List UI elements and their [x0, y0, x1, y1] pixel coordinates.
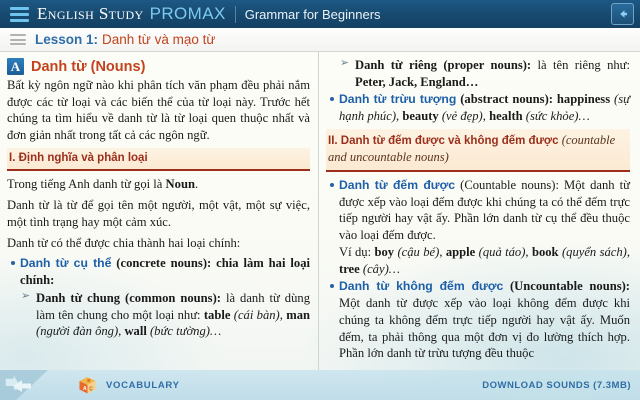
paragraph-noun-types: Danh từ có thể được chia thành hai loại chính: — [7, 235, 241, 250]
proper-nouns-text: là tên riêng như: — [531, 58, 630, 72]
paragraph-noun-meaning: Danh từ là từ để gọi tên một người, một vật, một sự việc, một tình trạng hay một cảm xúc. — [7, 198, 310, 229]
content-column-left — [0, 52, 319, 370]
example-wall-vi: (bức tường)… — [146, 324, 222, 339]
example-tree: tree — [339, 261, 360, 276]
footer-bar — [0, 370, 640, 400]
term-countable: Danh từ đếm được — [339, 177, 456, 192]
section-badge-a: A — [7, 58, 24, 75]
cube-abc-icon — [78, 376, 97, 395]
subbullet-common-nouns: ➢ Danh từ chung (common nouns): là danh từ dùng làm tên chung cho một loại như: table (cái bàn), man (người đàn ông), wall (bức tường)… — [21, 290, 310, 340]
example-wall: wall — [124, 324, 147, 339]
example-boy: boy — [374, 244, 395, 259]
topic-title: Danh từ (Nouns) — [31, 58, 146, 75]
example-health: health — [489, 109, 523, 124]
example-man: man — [286, 307, 310, 322]
example-apple: apple — [445, 244, 476, 259]
example-apple-vi: (quả táo) — [475, 244, 526, 259]
uncountable-text: Một danh từ được xếp vào loại không đếm được khi chúng ta không đếm trực tiếp người hay vật ấy. Muốn đếm, ta phải thông qua một đơn vị đo lường thích hợp. Phần lớn danh từ trừu tượng đều thuộc — [339, 296, 630, 361]
example-boy-vi: (cậu bé) — [394, 244, 440, 259]
section-heading-2-vi: II. Danh từ đếm được và không đếm được — [328, 134, 562, 147]
back-arrow-icon — [616, 8, 629, 20]
term-abstract-en: (abstract nouns): — [456, 92, 557, 107]
section-heading-2-en: (countable and uncountable nouns) — [328, 132, 616, 165]
hamburger-icon[interactable] — [10, 7, 29, 22]
term-uncountable-en: (Uncountable nouns): — [503, 279, 630, 294]
lesson-menu-icon[interactable] — [10, 34, 26, 45]
brand-edition: PROMAX — [149, 4, 226, 23]
term-concrete: Danh từ cụ thể — [20, 256, 112, 271]
back-button[interactable] — [611, 3, 634, 25]
section-heading-1-text: I. Định nghĩa và phân loại — [9, 151, 148, 164]
section-heading-2 — [326, 129, 630, 172]
lesson-number: Lesson 1: — [35, 32, 99, 47]
section-heading-1 — [7, 148, 310, 172]
example-book-vi: (quyển sách) — [558, 244, 627, 259]
bullet-countable-nouns: Danh từ đếm được (Countable nouns): Một danh từ được xếp vào loại đếm được khi chúng ta có thể đếm trực tiếp người hay vật ấy. Phần lớn danh từ cụ thể đều thuộc vào loại đếm được. Ví dụ: boy (cậu bé), apple (quả táo), book (quyển sách), tree (cây)… — [326, 177, 630, 277]
back-arrow-icon — [0, 370, 70, 400]
example-health-vi: (sức khỏe)… — [522, 109, 590, 124]
term-abstract: Danh từ trừu tượng — [339, 92, 457, 107]
example-tree-vi: (cây)… — [359, 261, 400, 276]
download-sounds-link[interactable]: DOWNLOAD SOUNDS (7.3MB) — [482, 379, 631, 391]
subbullet-proper-nouns — [340, 57, 630, 90]
footer-back-button[interactable] — [0, 370, 70, 400]
paragraph-noun-definition: Trong tiếng Anh danh từ gọi là Noun. — [7, 177, 199, 192]
countable-example-lead: Ví dụ: — [339, 244, 375, 259]
example-happiness: happiness — [556, 92, 611, 107]
bullet-concrete-nouns — [7, 255, 310, 288]
svg-text:A: A — [83, 385, 87, 392]
app-header — [0, 0, 640, 28]
example-book: book — [531, 244, 559, 259]
example-man-vi: (người đàn ông) — [36, 324, 119, 339]
term-proper-nouns: Danh từ riêng (proper nouns): — [355, 58, 532, 72]
topic-heading — [7, 58, 310, 75]
countable-text: (Countable nouns): Một danh từ được xếp vào loại đếm được khi chúng ta có thể đếm trực tiếp người hay vật ấy. Phần lớn danh từ cụ thể đều thuộc vào loại đếm được. — [339, 177, 630, 243]
brand-name: English Study — [37, 4, 144, 23]
content-panel — [0, 52, 640, 370]
topic-intro: Bất kỳ ngôn ngữ nào khi phân tích văn phạm đều phải nắm được các từ loại và các biến thể của từ loại này. Trước hết chúng ta tìm hiểu về danh từ là từ loại quen thuộc nhất và đơn giản nhất trong tất cả các ngôn ngữ. — [7, 78, 310, 143]
lesson-bar — [0, 28, 640, 52]
lesson-title: Danh từ và mạo từ — [102, 32, 216, 47]
term-common-nouns: Danh từ chung (common nouns): — [36, 290, 221, 305]
svg-text:C: C — [89, 386, 93, 393]
example-table: table — [203, 307, 231, 322]
proper-noun-examples: Peter, Jack, England… — [355, 74, 479, 89]
example-table-vi: (cái bàn) — [230, 307, 280, 322]
vocabulary-label: VOCABULARY — [106, 379, 180, 391]
svg-text:B: B — [87, 377, 91, 383]
header-divider — [235, 6, 236, 23]
example-beauty-vi: (vẻ đẹp) — [438, 109, 483, 124]
term-concrete-en: (concrete nouns): chia làm hai loại chính: — [20, 256, 311, 288]
brand — [37, 4, 226, 24]
common-nouns-text: là danh từ dùng làm tên chung cho một loại như: — [36, 290, 310, 322]
header-subtitle: Grammar for Beginners — [244, 6, 381, 22]
example-beauty: beauty — [402, 109, 439, 124]
term-uncountable: Danh từ không đếm được — [339, 279, 504, 294]
vocabulary-button[interactable] — [78, 376, 180, 395]
term-noun: Noun — [165, 177, 195, 192]
bullet-uncountable-nouns — [326, 278, 630, 362]
content-column-right — [319, 52, 638, 370]
example-happiness-vi: (sự hạnh phúc) — [339, 92, 630, 124]
bullet-abstract-nouns: Danh từ trừu tượng (abstract nouns): happiness (sự hạnh phúc), beauty (vẻ đẹp), health (sức khỏe)… — [326, 91, 630, 124]
